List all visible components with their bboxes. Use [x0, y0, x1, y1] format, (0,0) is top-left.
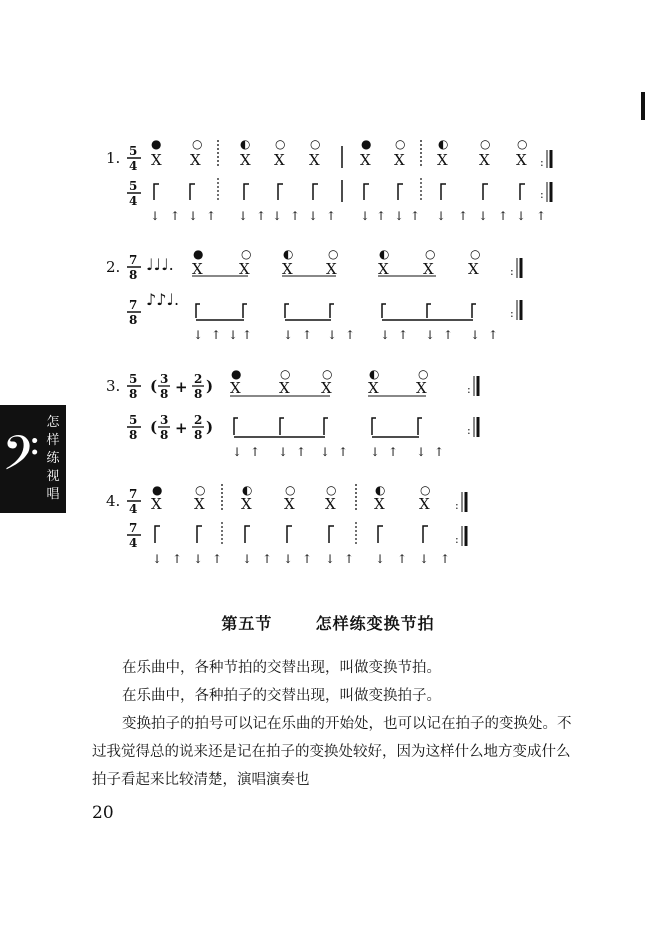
- svg-text:↑: ↑: [410, 209, 421, 223]
- section-label: 第五节: [221, 614, 273, 633]
- svg-text:↑: ↑: [434, 445, 445, 459]
- svg-text:X: X: [151, 495, 162, 513]
- svg-text:X: X: [368, 379, 379, 397]
- svg-text:●: ●: [193, 247, 204, 261]
- upper-row-1: [151, 137, 551, 169]
- svg-text:↓: ↓: [360, 209, 371, 223]
- svg-text:◐: ◐: [375, 483, 386, 497]
- time-sig-bottom: 4: [129, 502, 138, 516]
- compound-meter: [150, 372, 213, 401]
- svg-text::: :: [467, 383, 471, 396]
- lower-row-2: [196, 300, 521, 320]
- svg-text:X: X: [326, 260, 337, 278]
- svg-text:X: X: [284, 495, 295, 513]
- svg-text:↓: ↓: [232, 445, 243, 459]
- svg-text:): ): [206, 377, 214, 395]
- svg-text:X: X: [230, 379, 241, 397]
- svg-text:↓: ↓: [228, 328, 239, 342]
- svg-text:○: ○: [195, 483, 206, 497]
- x-note: X: [240, 151, 251, 169]
- prefix-notes: ♪♪♩.: [146, 290, 180, 309]
- svg-text:↓: ↓: [188, 209, 199, 223]
- svg-text:8: 8: [194, 387, 203, 401]
- svg-text:X: X: [423, 260, 434, 278]
- beat-mark: ○: [310, 137, 321, 151]
- svg-text:↑: ↑: [302, 328, 313, 342]
- svg-text:↑: ↑: [488, 328, 499, 342]
- svg-text:↓: ↓: [193, 552, 204, 566]
- x-note: X: [190, 151, 201, 169]
- svg-text:●: ●: [152, 483, 163, 497]
- svg-text:○: ○: [418, 367, 429, 381]
- svg-text:↑: ↑: [256, 209, 267, 223]
- svg-text:↓: ↓: [370, 445, 381, 459]
- svg-text:X: X: [374, 495, 385, 513]
- svg-text:X: X: [241, 495, 252, 513]
- svg-text:↓: ↓: [327, 328, 338, 342]
- side-char: 样: [46, 433, 60, 448]
- svg-text:+: +: [175, 378, 188, 396]
- svg-text:X: X: [416, 379, 427, 397]
- page-number: 20: [92, 803, 114, 823]
- svg-text:○: ○: [241, 247, 252, 261]
- svg-text:↑: ↑: [376, 209, 387, 223]
- svg-text:◐: ◐: [379, 247, 390, 261]
- svg-text:↑: ↑: [344, 552, 355, 566]
- beat-mark: ●: [151, 137, 162, 151]
- svg-text:↓: ↓: [308, 209, 319, 223]
- x-note: X: [437, 151, 448, 169]
- svg-text:↑: ↑: [443, 328, 454, 342]
- time-sig-bottom: 4: [129, 194, 138, 208]
- svg-text:○: ○: [326, 483, 337, 497]
- beat-mark: ○: [275, 137, 286, 151]
- svg-text:↑: ↑: [290, 209, 301, 223]
- repeat-dots: :: [540, 188, 544, 201]
- svg-text::: :: [510, 265, 514, 278]
- svg-text:↓: ↓: [320, 445, 331, 459]
- beat-arrows-4: [152, 552, 450, 566]
- x-note: X: [151, 151, 162, 169]
- time-sig-top: 7: [129, 487, 138, 501]
- exercise-number: 3.: [106, 377, 121, 395]
- side-char: 视: [46, 469, 60, 484]
- svg-text:2: 2: [194, 372, 203, 386]
- prefix-notes: ♩♩♩.: [146, 255, 174, 274]
- svg-text:↑: ↑: [250, 445, 261, 459]
- svg-text:↓: ↓: [278, 445, 289, 459]
- svg-text:↓: ↓: [325, 552, 336, 566]
- svg-text:○: ○: [425, 247, 436, 261]
- svg-text:↑: ↑: [211, 328, 222, 342]
- beat-mark: ○: [517, 137, 528, 151]
- svg-text:○: ○: [328, 247, 339, 261]
- time-sig-bottom: 8: [129, 387, 138, 401]
- svg-text:X: X: [321, 379, 332, 397]
- time-sig-bottom: 8: [129, 428, 138, 442]
- svg-text:↑: ↑: [170, 209, 181, 223]
- exercise-3: [106, 367, 478, 459]
- svg-text:2: 2: [194, 413, 203, 427]
- svg-text:↑: ↑: [296, 445, 307, 459]
- time-sig-top: 5: [129, 179, 138, 193]
- beat-arrows-1: [150, 209, 546, 223]
- time-sig-bottom: 8: [129, 313, 138, 327]
- svg-text:8: 8: [160, 387, 169, 401]
- bass-clef-icon: 𝄢: [2, 425, 40, 493]
- svg-text:↑: ↑: [338, 445, 349, 459]
- time-sig-top: 7: [129, 521, 138, 535]
- svg-text:↓: ↓: [375, 552, 386, 566]
- svg-text:↑: ↑: [397, 552, 408, 566]
- svg-text:8: 8: [160, 428, 169, 442]
- time-sig-top: 5: [129, 372, 138, 386]
- svg-text::: :: [510, 307, 514, 320]
- svg-text:↓: ↓: [478, 209, 489, 223]
- section-heading: [0, 611, 656, 634]
- svg-text:X: X: [279, 379, 290, 397]
- upper-row-2: [192, 247, 521, 278]
- svg-text:↓: ↓: [238, 209, 249, 223]
- side-char: 唱: [46, 487, 60, 502]
- svg-text:↓: ↓: [380, 328, 391, 342]
- exercise-1: [106, 137, 551, 223]
- lower-row-1: [154, 178, 551, 202]
- time-sig-top: 5: [129, 413, 138, 427]
- svg-text:↑: ↑: [345, 328, 356, 342]
- svg-text:8: 8: [194, 428, 203, 442]
- svg-text:◐: ◐: [283, 247, 294, 261]
- x-note: X: [516, 151, 527, 169]
- exercise-2: [106, 247, 521, 342]
- beat-arrows-2: [193, 328, 498, 342]
- svg-text:↓: ↓: [436, 209, 447, 223]
- time-sig-top: 5: [129, 144, 138, 158]
- svg-text:◐: ◐: [369, 367, 380, 381]
- beat-mark: ○: [395, 137, 406, 151]
- svg-text::: :: [455, 499, 459, 512]
- side-char: 怎: [46, 415, 60, 430]
- svg-text:○: ○: [322, 367, 333, 381]
- exercise-4: [106, 483, 466, 566]
- lower-row-4: [155, 522, 466, 546]
- paragraph: 变换拍子的拍号可以记在乐曲的开始处，也可以记在拍子的变换处。不过我觉得总的说来还是记在拍子的变换处较好，因为这样什么地方变成什么拍子看起来比较清楚，演唱演奏也: [92, 716, 572, 788]
- svg-text:↑: ↑: [212, 552, 223, 566]
- time-sig-bottom: 4: [129, 536, 138, 550]
- svg-text:↑: ↑: [172, 552, 183, 566]
- x-note: X: [394, 151, 405, 169]
- svg-text:↓: ↓: [416, 445, 427, 459]
- svg-text:↑: ↑: [262, 552, 273, 566]
- svg-text:↓: ↓: [470, 328, 481, 342]
- svg-text:): ): [206, 418, 214, 436]
- svg-text:X: X: [194, 495, 205, 513]
- exercise-number: 4.: [106, 492, 121, 510]
- svg-text::: :: [467, 424, 471, 437]
- svg-text:↑: ↑: [206, 209, 217, 223]
- svg-text:↓: ↓: [419, 552, 430, 566]
- beat-mark: ○: [192, 137, 203, 151]
- lower-row-3: [234, 417, 478, 437]
- x-note: X: [360, 151, 371, 169]
- svg-text:↓: ↓: [150, 209, 161, 223]
- svg-text:↓: ↓: [283, 552, 294, 566]
- paragraph: 在乐曲中，各种拍子的交替出现，叫做变换拍子。: [122, 688, 441, 704]
- svg-text:+: +: [175, 419, 188, 437]
- svg-text:↓: ↓: [425, 328, 436, 342]
- upper-row-3: [230, 367, 478, 397]
- x-note: X: [309, 151, 320, 169]
- svg-text:↑: ↑: [536, 209, 547, 223]
- svg-text:X: X: [239, 260, 250, 278]
- svg-text:●: ●: [231, 367, 242, 381]
- time-sig-top: 7: [129, 298, 138, 312]
- svg-text:X: X: [282, 260, 293, 278]
- svg-text:↓: ↓: [152, 552, 163, 566]
- svg-text:↑: ↑: [326, 209, 337, 223]
- beat-mark: ◐: [438, 137, 449, 151]
- svg-text:↑: ↑: [388, 445, 399, 459]
- svg-text:◐: ◐: [242, 483, 253, 497]
- svg-text:○: ○: [280, 367, 291, 381]
- svg-text:X: X: [378, 260, 389, 278]
- svg-text:↓: ↓: [272, 209, 283, 223]
- svg-text:X: X: [468, 260, 479, 278]
- side-char: 练: [46, 451, 60, 466]
- section-title-text: 怎样练变换节拍: [315, 614, 435, 633]
- svg-text:↓: ↓: [283, 328, 294, 342]
- time-sig-bottom: 4: [129, 159, 138, 173]
- svg-text:↓: ↓: [242, 552, 253, 566]
- svg-text:↓: ↓: [193, 328, 204, 342]
- svg-text:3: 3: [160, 413, 169, 427]
- beat-mark: ○: [480, 137, 491, 151]
- svg-text:X: X: [419, 495, 430, 513]
- svg-text:↑: ↑: [440, 552, 451, 566]
- beat-mark: ●: [361, 137, 372, 151]
- side-tab-title: [45, 414, 61, 504]
- svg-text::: :: [455, 533, 459, 546]
- upper-row-4: [151, 483, 466, 513]
- x-note: X: [274, 151, 285, 169]
- svg-text:↑: ↑: [242, 328, 253, 342]
- svg-text:↑: ↑: [498, 209, 509, 223]
- time-sig-top: 7: [129, 253, 138, 267]
- svg-text:↑: ↑: [398, 328, 409, 342]
- exercise-number: 2.: [106, 258, 121, 276]
- svg-text:X: X: [192, 260, 203, 278]
- repeat-dots: :: [540, 156, 544, 169]
- svg-text:↓: ↓: [516, 209, 527, 223]
- svg-text:○: ○: [285, 483, 296, 497]
- svg-text:↑: ↑: [458, 209, 469, 223]
- svg-text:↓: ↓: [394, 209, 405, 223]
- exercise-number: 1.: [106, 149, 121, 167]
- time-sig-bottom: 8: [129, 268, 138, 282]
- svg-text:↑: ↑: [302, 552, 313, 566]
- svg-text:○: ○: [470, 247, 481, 261]
- paragraph: 在乐曲中，各种节拍的交替出现，叫做变换节拍。: [122, 660, 441, 676]
- svg-text:○: ○: [420, 483, 431, 497]
- svg-text:X: X: [325, 495, 336, 513]
- svg-text:3: 3: [160, 372, 169, 386]
- svg-text:(: (: [150, 418, 158, 436]
- beat-arrows-3: [232, 445, 444, 459]
- svg-text:(: (: [150, 377, 158, 395]
- x-note: X: [479, 151, 490, 169]
- beat-mark: ◐: [240, 137, 251, 151]
